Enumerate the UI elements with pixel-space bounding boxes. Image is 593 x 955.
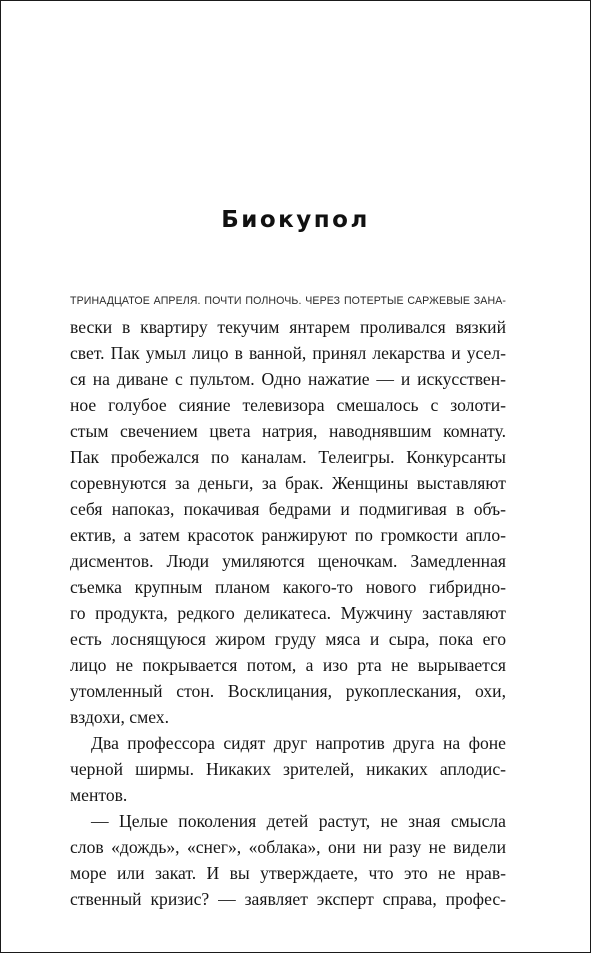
text-line: го продукта, редкого деликатеса. Мужчину заставляют xyxy=(70,603,506,623)
text-line: ственный кризис? — заявляет эксперт справа, профес- xyxy=(70,889,506,909)
text-line: ное голубое сияние телевизора смешалось с золоти- xyxy=(70,395,506,415)
text-line: Пак пробежался по каналам. Телеигры. Конкурсанты xyxy=(70,447,506,467)
text-line: ектив, а затем красоток ранжируют по громкости апло- xyxy=(70,525,506,545)
text-line: Два профессора сидят друг напротив друга на фоне xyxy=(91,733,506,753)
text-line: соревнуются за деньги, за брак. Женщины выставляют xyxy=(70,473,506,493)
text-line: свет. Пак умыл лицо в ванной, принял лекарства и усел- xyxy=(70,343,506,363)
text-line: стым свечением цвета натрия, наводнявшим комнату. xyxy=(70,421,506,441)
text-line: ТРИНАДЦАТОЕ АПРЕЛЯ. ПОЧТИ ПОЛНОЧЬ. ЧЕРЕЗ ПОТЕРТЫЕ САРЖЕВЫЕ ЗАНА- xyxy=(70,295,506,307)
text-line: вески в квартиру текучим янтарем проливался вязкий xyxy=(70,317,506,337)
body-text xyxy=(70,288,506,912)
text-line: дисментов. Люди умиляются щеночкам. Замедленная xyxy=(70,551,506,571)
text-line: себя напоказ, покачивая бедрами и подмигивая в объ- xyxy=(70,499,506,519)
text-line: ся на диване с пультом. Одно нажатие — и искусствен- xyxy=(70,369,506,389)
text-line: лицо не покрывается потом, а изо рта не вырывается xyxy=(70,655,506,675)
text-line: — Целые поколения детей растут, не зная смысла xyxy=(91,811,506,831)
text-line: утомленный стон. Восклицания, рукоплескания, охи, xyxy=(70,681,506,701)
text-line: черной ширмы. Никаких зрителей, никаких аплодис- xyxy=(70,759,506,779)
chapter-title: Биокупол xyxy=(221,207,370,233)
text-line: ментов. xyxy=(70,785,128,805)
text-line: съемка крупным планом какого-то нового гибридно- xyxy=(70,577,506,597)
text-line: море или закат. И вы утверждаете, что это не нрав- xyxy=(70,863,506,883)
text-line: слов «дождь», «снег», «облака», они ни разу не видели xyxy=(70,837,506,857)
text-line: есть лоснящуюся жиром груду мяса и сыра, пока его xyxy=(70,629,506,649)
text-line: вздохи, смех. xyxy=(70,707,169,727)
